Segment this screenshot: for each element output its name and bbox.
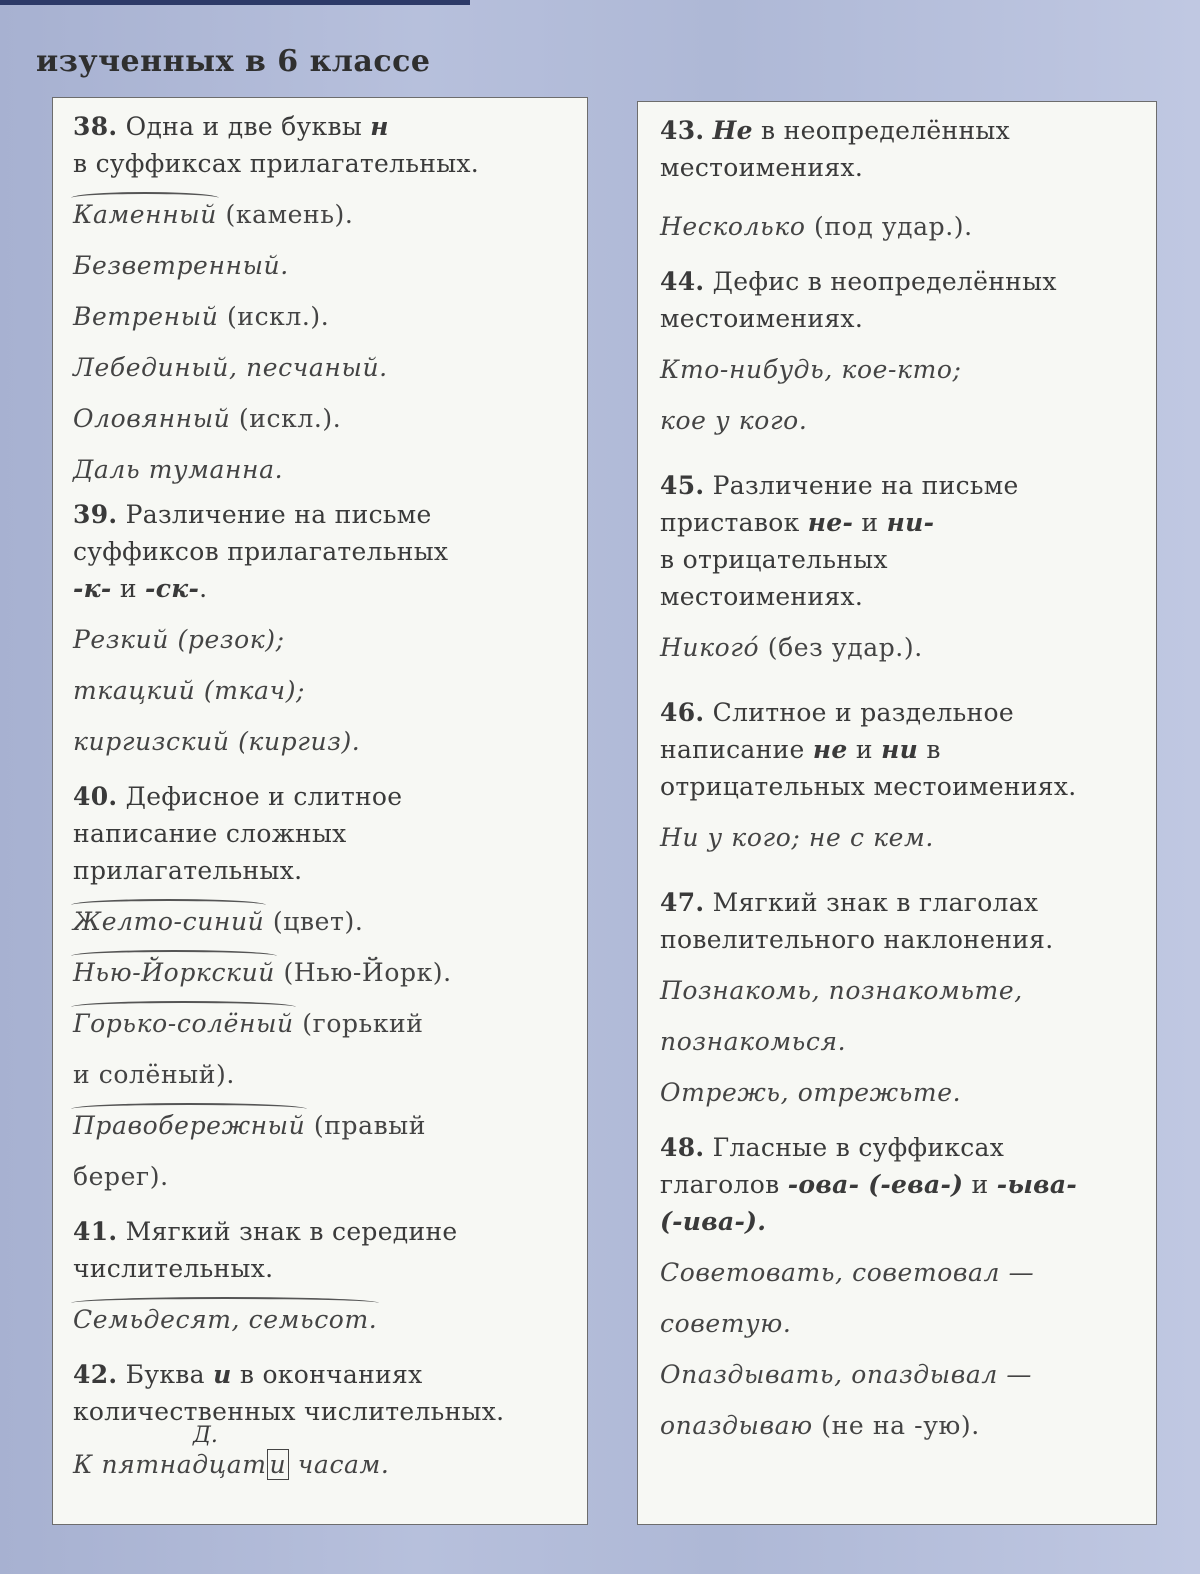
rule-40 (73, 778, 573, 1195)
rule-38 (73, 108, 573, 488)
example-word: Каменный (73, 196, 217, 233)
example-line: кое у кого. (660, 406, 808, 435)
rule-number: 43. (660, 116, 705, 145)
top-edge-line (0, 0, 470, 5)
example-line: познакомься. (660, 1027, 847, 1056)
rule-text: глаголов (660, 1170, 788, 1199)
rule-40-title-line2: написание сложных (73, 819, 347, 848)
example-word: Правобережный (73, 1107, 305, 1144)
rule-text: в окончаниях (231, 1360, 423, 1389)
example-note: (камень). (216, 200, 354, 229)
rule-47 (660, 884, 1142, 1111)
example-note: (Нью-Йорк). (275, 958, 452, 987)
rule-45-title-line4: местоимениях. (660, 582, 864, 611)
suffix: -ск- (145, 574, 200, 603)
rule-44-title (660, 263, 1142, 300)
rule-text: Одна и две буквы (117, 112, 371, 141)
example-word: часам. (289, 1450, 390, 1479)
rule-text: и (847, 735, 882, 764)
rule-39 (73, 496, 573, 760)
example-note: (правый (305, 1111, 427, 1140)
rule-43-title-line2: местоимениях. (660, 153, 864, 182)
example-note: (не на -ую). (812, 1411, 980, 1440)
rule-41 (73, 1213, 573, 1338)
example-word: Горько-солёный (73, 1005, 294, 1042)
rule-45 (660, 467, 1142, 666)
rule-text: Гласные в суффиксах (704, 1133, 1005, 1162)
example-line (73, 196, 573, 233)
rule-45-title-line2 (660, 504, 1142, 541)
left-rules-panel (52, 97, 588, 1525)
rule-42-title (73, 1356, 573, 1393)
example-line (73, 1107, 573, 1144)
rule-39-title-line3 (73, 570, 573, 607)
example-note: (искл.). (230, 404, 342, 433)
rule-41-title-line2: числительных. (73, 1254, 274, 1283)
example-line (73, 1158, 573, 1195)
prefix: ни- (886, 508, 935, 537)
rule-text: в (918, 735, 941, 764)
rule-45-title-line3: в отрицательных (660, 545, 888, 574)
example-line (73, 298, 573, 335)
rule-48 (660, 1129, 1142, 1444)
rule-number: 46. (660, 698, 705, 727)
rule-number: 38. (73, 112, 118, 141)
example-note: (цвет). (264, 907, 364, 936)
rule-45-title (660, 467, 1142, 504)
example-line (73, 954, 573, 991)
example-line (73, 903, 573, 940)
boxed-ending: и (267, 1449, 290, 1480)
rule-number: 40. (73, 782, 118, 811)
rule-number: 41. (73, 1217, 118, 1246)
rule-text: Различение на письме (117, 500, 432, 529)
rule-text: Дефисное и слитное (117, 782, 403, 811)
case-label: Д. (193, 1423, 218, 1448)
rule-46-title (660, 694, 1142, 731)
example-line: Отрежь, отрежьте. (660, 1078, 962, 1107)
rule-text: и (963, 1170, 997, 1199)
example-line (73, 1446, 573, 1483)
example-line: Даль туманна. (73, 455, 284, 484)
example-note: берег). (73, 1162, 169, 1191)
rule-number: 42. (73, 1360, 118, 1389)
suffix: -ова- (-ева-) (787, 1170, 964, 1199)
rule-number: 45. (660, 471, 705, 500)
example-note: (горький (293, 1009, 424, 1038)
rule-44-title-line2: местоимениях. (660, 304, 864, 333)
rule-46-title-line3: отрицательных местоимениях. (660, 772, 1077, 801)
particle: ни (881, 735, 919, 764)
suffix: -к- (73, 574, 112, 603)
rule-text: Слитное и раздельное (704, 698, 1014, 727)
rule-number: 44. (660, 267, 705, 296)
rule-39-title-line2: суффиксов прилагательных (73, 537, 449, 566)
example-line (660, 1407, 1142, 1444)
example-line (660, 208, 1142, 245)
rule-38-title (73, 108, 573, 145)
rule-43-title (660, 112, 1142, 149)
rule-42-title-line2: количественных числительных. (73, 1397, 505, 1426)
rule-43 (660, 112, 1142, 245)
example-line: Советовать, советовал — (660, 1258, 1035, 1287)
rule-text: Дефис в неопределённых (704, 267, 1057, 296)
rule-48-title-line2 (660, 1166, 1142, 1203)
rule-text: приставок (660, 508, 808, 537)
example-line: Безветренный. (73, 251, 289, 280)
rule-38-title-line2: в суффиксах прилагательных. (73, 149, 480, 178)
example-word: Никого́ (660, 633, 760, 662)
example-word: Нью-Йоркский (73, 954, 275, 991)
example-line (73, 1301, 573, 1338)
example-line (73, 1005, 573, 1042)
rule-48-title-line3: (-ива-). (660, 1207, 767, 1236)
example-line: Кто-нибудь, кое-кто; (660, 355, 962, 384)
rule-text: . (199, 574, 208, 603)
example-word: Желто-синий (73, 903, 264, 940)
rule-39-title (73, 496, 573, 533)
prefix: не- (807, 508, 854, 537)
example-line: Лебединый, песчаный. (73, 353, 388, 382)
page-heading: изученных в 6 классе (36, 44, 431, 79)
rule-40-title-line3: прилагательных. (73, 856, 303, 885)
example-word: Оловянный (73, 404, 231, 433)
example-line (73, 1056, 573, 1093)
rule-40-title (73, 778, 573, 815)
example-line (660, 629, 1142, 666)
rule-46-title-line2 (660, 731, 1142, 768)
example-line: Резкий (резок); (73, 625, 285, 654)
example-word: Семьдесят, семьсот. (73, 1301, 377, 1338)
example-line (73, 400, 573, 437)
particle: не (812, 735, 848, 764)
example-line: ткацкий (ткач); (73, 676, 306, 705)
rule-text: в неопределённых (752, 116, 1011, 145)
example-word: опаздываю (660, 1411, 813, 1440)
rule-number: 47. (660, 888, 705, 917)
rule-number: 39. (73, 500, 118, 529)
example-note: (без удар.). (759, 633, 923, 662)
example-word: Ветреный (73, 302, 219, 331)
rule-text: Мягкий знак в глаголах (704, 888, 1039, 917)
rule-highlight: Не (712, 116, 753, 145)
rule-number: 48. (660, 1133, 705, 1162)
rule-letter: н (370, 112, 389, 141)
rule-42 (73, 1356, 573, 1483)
rule-47-title (660, 884, 1142, 921)
rule-44 (660, 263, 1142, 439)
rule-41-title (73, 1213, 573, 1250)
rule-text: Различение на письме (704, 471, 1019, 500)
example-line: киргизский (киргиз). (73, 727, 361, 756)
example-word: Несколько (660, 212, 806, 241)
rule-text: Буква (117, 1360, 214, 1389)
rule-text: написание (660, 735, 813, 764)
rule-text: и (111, 574, 146, 603)
rule-letter: и (213, 1360, 232, 1389)
example-line: Опаздывать, опаздывал — (660, 1360, 1033, 1389)
rule-text: и (853, 508, 887, 537)
example-note: и солёный). (73, 1060, 235, 1089)
rule-47-title-line2: повелительного наклонения. (660, 925, 1054, 954)
example-note: (под удар.). (805, 212, 973, 241)
rule-48-title (660, 1129, 1142, 1166)
example-line: Познакомь, познакомьте, (660, 976, 1023, 1005)
example-word: К пятнадцат (73, 1450, 267, 1479)
rule-text: Мягкий знак в середине (117, 1217, 458, 1246)
example-line: советую. (660, 1309, 792, 1338)
example-line: Ни у кого; не с кем. (660, 823, 934, 852)
example-note: (искл.). (218, 302, 330, 331)
suffix: -ыва- (996, 1170, 1078, 1199)
right-rules-panel (637, 101, 1157, 1525)
rule-46 (660, 694, 1142, 856)
